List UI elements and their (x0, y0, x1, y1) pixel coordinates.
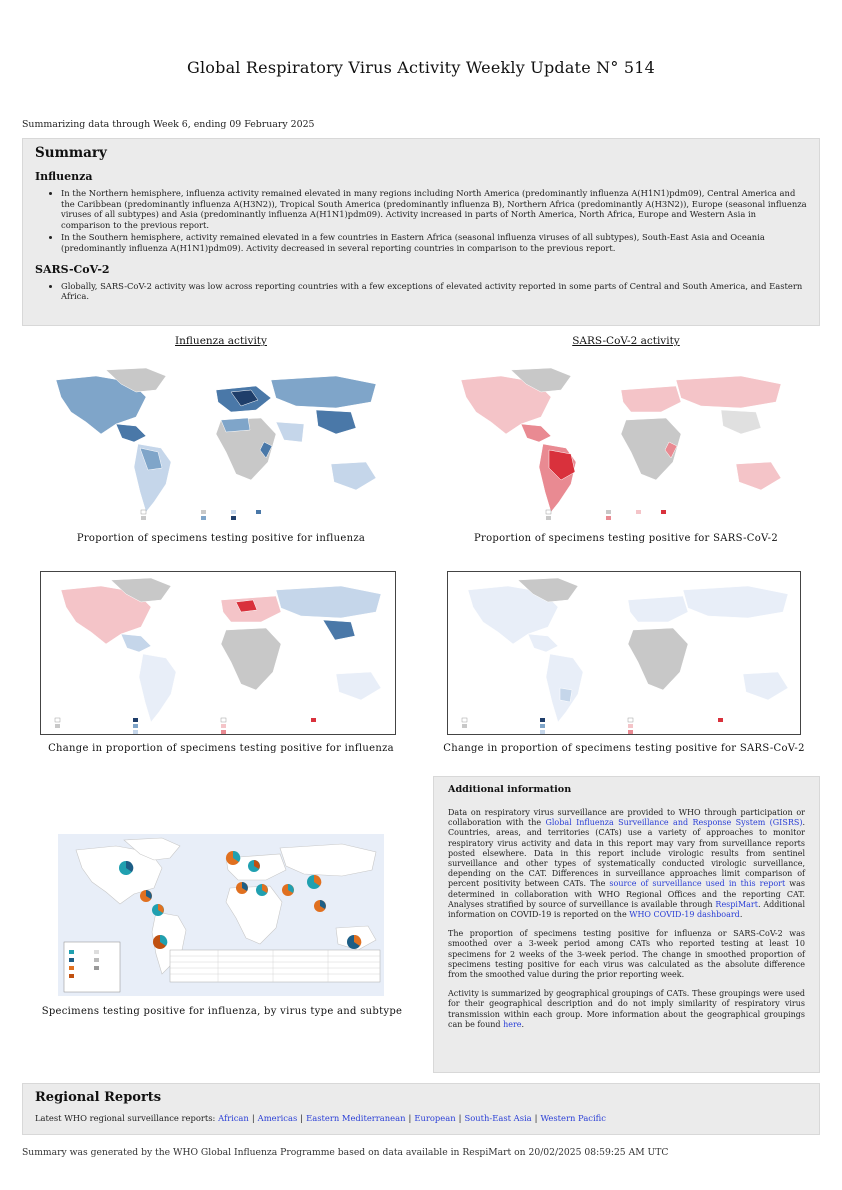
influenza-heading: Influenza (35, 170, 93, 183)
text-span: . (739, 910, 743, 920)
eastern-mediterranean-report-link[interactable]: Eastern Mediterranean (306, 1113, 406, 1123)
flu-proportion-caption: Proportion of specimens testing positive for influenza (76, 533, 366, 544)
sars-points (35, 281, 807, 302)
world-map-shapes (56, 368, 376, 512)
respimart-link[interactable]: RespiMart (715, 899, 758, 909)
african-report-link[interactable]: African (218, 1113, 249, 1123)
separator: | (534, 1113, 538, 1123)
western-pacific-report-link[interactable]: Western Pacific (540, 1113, 606, 1123)
regional-reports-line (35, 1113, 807, 1123)
gisrs-link[interactable]: Global Influenza Surveillance and Response System (GISRS) (545, 818, 803, 828)
additional-info-heading: Additional information (448, 784, 572, 795)
separator: | (408, 1113, 412, 1123)
groupings-here-link[interactable]: here (503, 1019, 522, 1029)
european-report-link[interactable]: European (414, 1113, 456, 1123)
sars-activity-title: SARS-CoV-2 activity (572, 335, 680, 347)
americas-report-link[interactable]: Americas (257, 1113, 298, 1123)
regional-reports-heading: Regional Reports (35, 1090, 162, 1105)
separator: | (300, 1113, 304, 1123)
separator: | (458, 1113, 462, 1123)
world-map-shapes (61, 578, 381, 722)
additional-info-paragraph-3 (448, 989, 805, 1030)
legend (55, 718, 316, 734)
world-map-shapes (461, 368, 781, 512)
subtype-table (170, 950, 380, 982)
influenza-point: • In the Southern hemisphere, activity remained elevated in a few countries in Eastern Africa (seasonal influenza viruses of all subtypes), South-East Asia and Oceania (predominantly influenza A(H1N1)pdm09). Activity decreased in several reporting countries in comparison to the previous report. (61, 232, 807, 253)
sars-change-caption: Change in proportion of specimens testing positive for SARS-CoV-2 (443, 743, 805, 754)
legend (141, 510, 261, 520)
report-subtitle: Summarizing data through Week 6, ending 09 February 2025 (22, 119, 315, 130)
legend (462, 718, 723, 734)
additional-information-section (433, 776, 820, 1073)
south-east-asia-report-link[interactable]: South-East Asia (464, 1113, 532, 1123)
sars-proportion-caption: Proportion of specimens testing positive for SARS-CoV-2 (473, 533, 778, 544)
text-span: . (521, 1019, 525, 1029)
influenza-change-map (40, 571, 396, 735)
covid-dashboard-link[interactable]: WHO COVID-19 dashboard (629, 910, 740, 920)
regional-intro: Latest WHO regional surveillance reports: (35, 1113, 216, 1123)
flu-subtype-caption: Specimens testing positive for influenza, by virus type and subtype (41, 1006, 403, 1017)
sars-heading: SARS-CoV-2 (35, 262, 110, 276)
subtype-legend (64, 942, 120, 992)
generation-footer: Summary was generated by the WHO Global Influenza Programme based on data available in RespiMart on 20/02/2025 08:59:25 AM UTC (22, 1147, 669, 1158)
influenza-point: • In the Northern hemisphere, influenza activity remained elevated in many regions including North America (predominantly influenza A(H1N1)pdm09), Central America and the Caribbean (predominantly influenza A(H3N2)), Tropical South America (predominantly influenza B), Northern Africa (predominantly A(H3N2)), Europe (seasonal influenza viruses of all subtypes) and Asia (predominantly influenza A(H1N1)pdm09). Activity increased in parts of North America, North Africa, Europe and Western Asia in comparison to the previous report. (61, 188, 807, 230)
text-span: was determined in collaboration with WHO Regional Offices and the reporting CAT. Analyses stratified by source of surveillance is available through (448, 879, 806, 909)
additional-info-paragraph-1 (448, 808, 805, 920)
sars-point: • Globally, SARS-CoV-2 activity was low across reporting countries with a few exceptions of elevated activity reported in some parts of Central and South America, and Eastern Africa. (61, 281, 807, 302)
world-map-shapes (468, 578, 788, 722)
text-span: Data on respiratory virus surveillance are provided to WHO through participation or collaboration with the (448, 808, 805, 828)
regional-reports-section (22, 1083, 820, 1135)
summary-heading: Summary (35, 145, 107, 161)
influenza-subtype-map (58, 834, 384, 996)
influenza-activity-title: Influenza activity (175, 335, 267, 347)
sars-proportion-map (441, 362, 806, 524)
surveillance-source-link[interactable]: source of surveillance used in this report (609, 879, 786, 889)
influenza-points (35, 188, 807, 254)
flu-change-caption: Change in proportion of specimens testing positive for influenza (48, 743, 394, 754)
influenza-proportion-map (36, 362, 401, 524)
text-span: . Countries, areas, and territories (CATs) use a variety of approaches to monitor respiratory virus activity and data in this report may vary from surveillance reports posted elsewhere. Data in this report include virologic results from sentinel surveillance and other types of systematically conducted virologic surveillance, depending on the CAT. Differences in surveillance approaches limit comparison of percent positivity between CATs. The (448, 818, 805, 889)
text-span: Activity is summarized by geographical groupings of CATs. These groupings were used for their geographical description and do not imply similarity of respiratory virus transmission within each group. More information about the geographical groupings can be found (448, 989, 805, 1029)
text-span: . Additional information on COVID-19 is reported on the (448, 899, 806, 920)
sars-change-map (447, 571, 801, 735)
additional-info-paragraph-2: The proportion of specimens testing positive for influenza or SARS-CoV-2 was smoothed over a 3-week period among CATs who reported testing at least 10 specimens for 2 weeks of the 3-week period. The change in smoothed proportion of specimens testing positive for each virus was calculated as the absolute difference from the smoothed value during the prior reporting week. (448, 929, 805, 980)
legend (546, 510, 666, 520)
page-title: Global Respiratory Virus Activity Weekly Update N° 514 (187, 58, 655, 77)
separator: | (251, 1113, 255, 1123)
summary-section (22, 138, 820, 326)
